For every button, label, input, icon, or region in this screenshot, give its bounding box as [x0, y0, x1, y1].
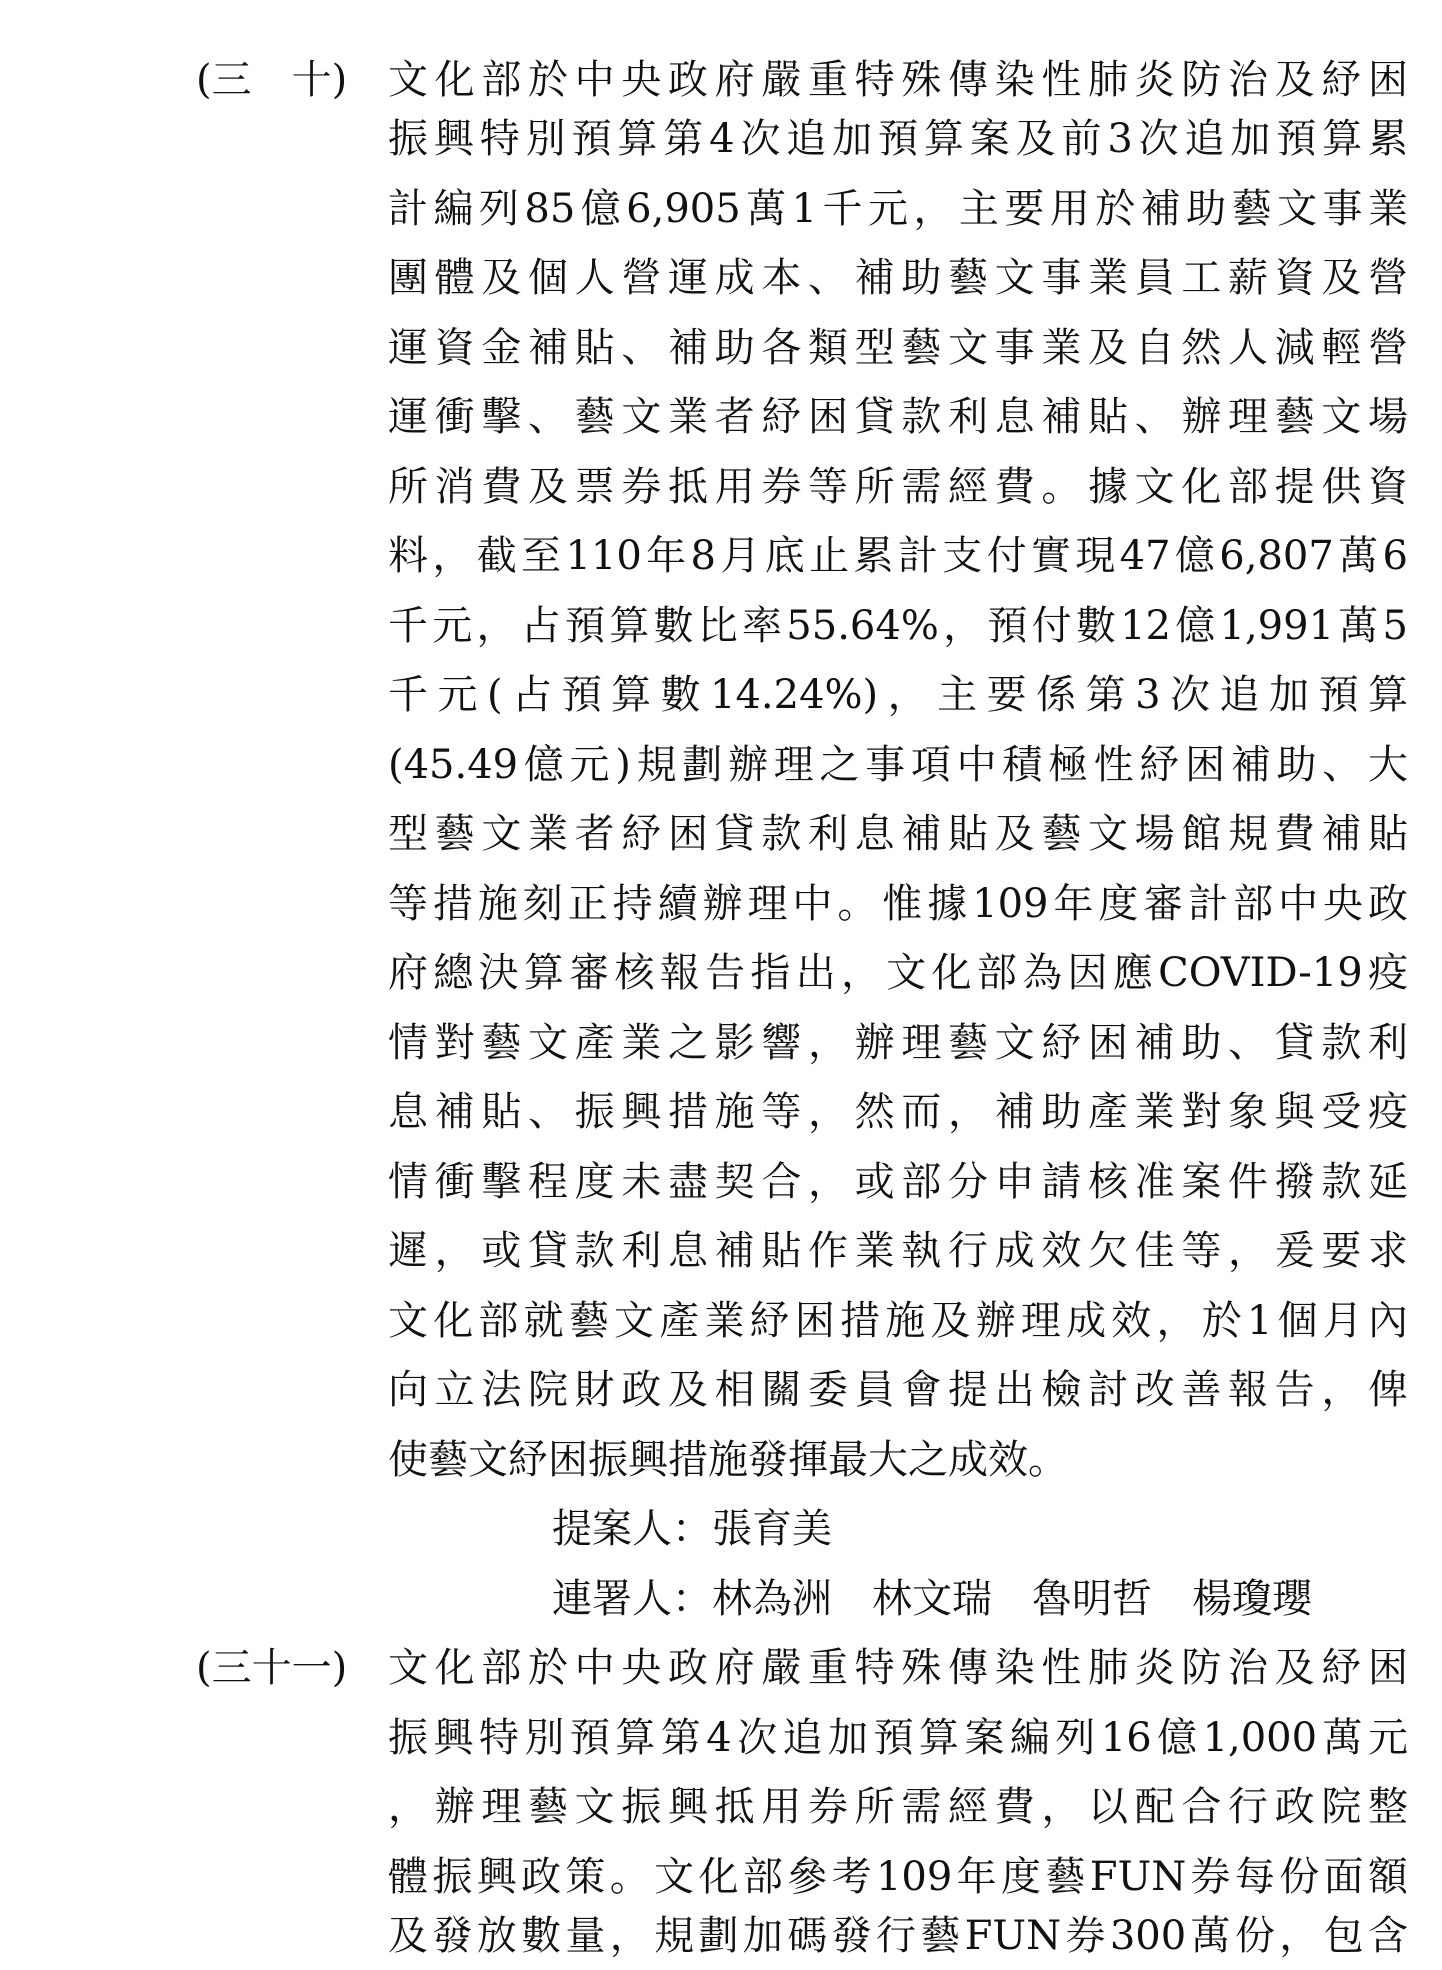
motion-30-line-15: 情對藝文產業之影響，辦理藝文紓困補助、貸款利	[388, 1020, 1408, 1066]
motion-30-line-13: 等措施刻正持續辦理中。惟據109年度審計部中央政	[388, 881, 1408, 927]
motion-31-line-2: 振興特別預算第4次追加預算案編列16億1,000萬元	[388, 1715, 1408, 1761]
motion-31-line-1: 文化部於中央政府嚴重特殊傳染性肺炎防治及紓困	[388, 1645, 1408, 1691]
motion-30-line-7: 所消費及票券抵用券等所需經費。據文化部提供資	[388, 464, 1408, 510]
motion-30-line-5: 運資金補貼、補助各類型藝文事業及自然人減輕營	[388, 325, 1408, 371]
motion-30-line-2: 振興特別預算第4次追加預算案及前3次追加預算累	[388, 116, 1408, 162]
motion-30-line-16: 息補貼、振興措施等，然而，補助產業對象與受疫	[388, 1089, 1408, 1135]
motion-30-line-17: 情衝擊程度未盡契合，或部分申請核准案件撥款延	[388, 1159, 1408, 1205]
motion-30-line-4: 團體及個人營運成本、補助藝文事業員工薪資及營	[388, 255, 1408, 301]
motion-30-line-8: 料，截至110年8月底止累計支付實現47億6,807萬6	[388, 533, 1408, 579]
motion-30-number: (三 十)	[196, 57, 348, 103]
motion-30-line-18: 遲，或貸款利息補貼作業執行成效欠佳等，爰要求	[388, 1228, 1408, 1274]
motion-30-line-21: 使藝文紓困振興措施發揮最大之成效。	[388, 1437, 1068, 1483]
motion-30-line-3: 計編列85億6,905萬1千元，主要用於補助藝文事業	[388, 186, 1408, 232]
motion-31-number: (三十一)	[196, 1645, 348, 1691]
motion-31-line-5: 及發放數量，規劃加碼發行藝FUN券300萬份，包含	[388, 1913, 1408, 1959]
motion-30-line-19: 文化部就藝文產業紓困措施及辦理成效，於1個月內	[388, 1298, 1408, 1344]
motion-30-line-9: 千元，占預算數比率55.64%，預付數12億1,991萬5	[388, 603, 1408, 649]
proposer: 提案人：張育美	[552, 1506, 832, 1552]
motion-30-line-10: 千元(占預算數14.24%)，主要係第3次追加預算	[388, 672, 1408, 718]
motion-30-line-6: 運衝擊、藝文業者紓困貸款利息補貼、辦理藝文場	[388, 394, 1408, 440]
motion-30-line-12: 型藝文業者紓困貸款利息補貼及藝文場館規費補貼	[388, 811, 1408, 857]
motion-31-line-4: 體振興政策。文化部參考109年度藝FUN券每份面額	[388, 1854, 1408, 1900]
motion-31-line-3: ，辦理藝文振興抵用券所需經費，以配合行政院整	[388, 1784, 1408, 1830]
motion-30-line-11: (45.49億元)規劃辦理之事項中積極性紓困補助、大	[388, 742, 1408, 788]
motion-30-line-1: 文化部於中央政府嚴重特殊傳染性肺炎防治及紓困	[388, 57, 1408, 103]
motion-30-line-20: 向立法院財政及相關委員會提出檢討改善報告，俾	[388, 1367, 1408, 1413]
motion-30-line-14: 府總決算審核報告指出，文化部為因應COVID-19疫	[388, 950, 1408, 996]
cosigners: 連署人：林為洲 林文瑞 魯明哲 楊瓊瓔	[552, 1576, 1312, 1622]
